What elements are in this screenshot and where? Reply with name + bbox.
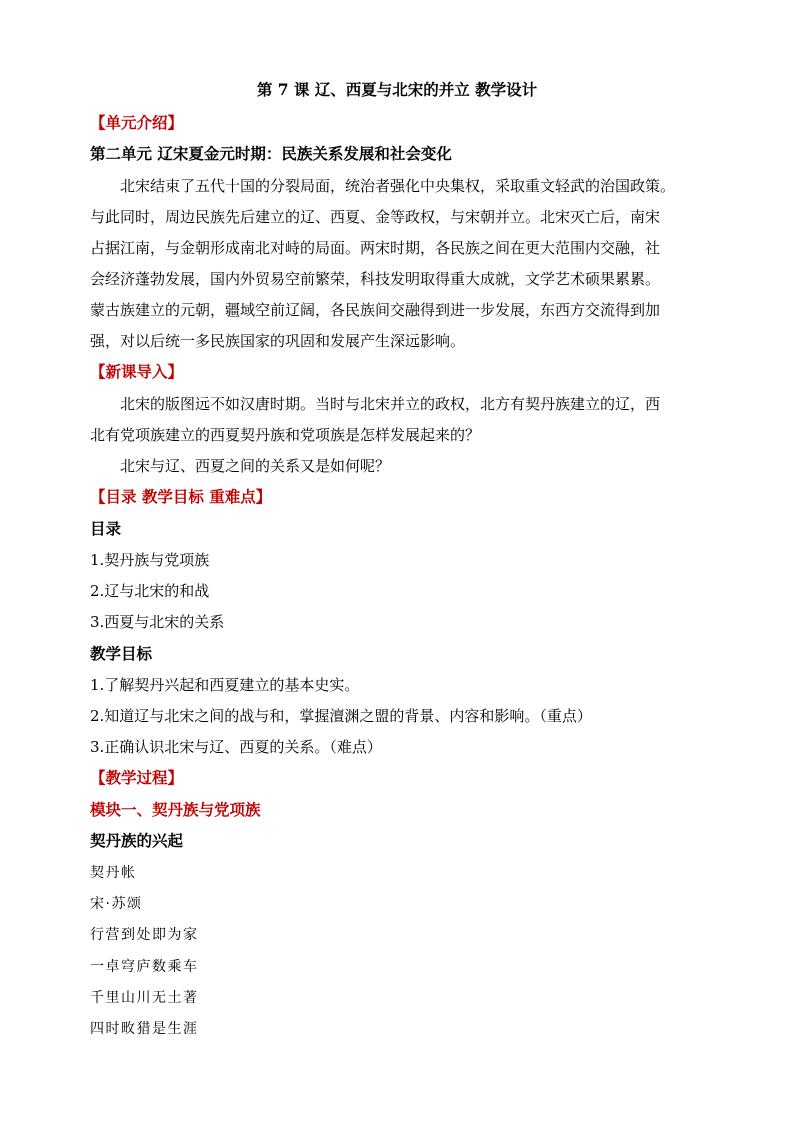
toc-heading: 目录 [90, 519, 122, 538]
section-toc-goals: 【目录 教学目标 重难点】 [90, 487, 272, 506]
section-process: 【教学过程】 [90, 768, 184, 787]
goal-item: 1.了解契丹兴起和西夏建立的基本史实。 [90, 676, 360, 694]
toc-item: 1.契丹族与党项族 [90, 551, 210, 569]
toc-item: 3.西夏与北宋的关系 [90, 613, 225, 631]
unit-para-line: 蒙古族建立的元朝，疆域空前辽阔，各民族间交融得到进一步发展，东西方交流得到加 [90, 301, 661, 319]
section-new-lesson: 【新课导入】 [90, 362, 184, 381]
poem-author: 宋·苏颂 [90, 896, 143, 912]
poem-title: 契丹帐 [90, 865, 137, 881]
poem-line: 行营到处即为家 [90, 927, 199, 943]
unit-para-line: 占据江南，与金朝形成南北对峙的局面。两宋时期，各民族之间在更大范围内交融，社 [90, 239, 661, 257]
goals-heading: 教学目标 [90, 644, 153, 663]
module-subheading: 契丹族的兴起 [90, 831, 184, 850]
unit-para-line: 与此同时，周边民族先后建立的辽、西夏、金等政权，与宋朝并立。北宋灭亡后，南宋 [90, 208, 661, 226]
page-title: 第 7 课 辽、西夏与北宋的并立 教学设计 [256, 80, 538, 99]
unit-heading: 第二单元 辽宋夏金元时期：民族关系发展和社会变化 [90, 144, 452, 163]
poem-line: 一卓穹庐数乘车 [90, 959, 199, 975]
poem-line: 千里山川无土著 [90, 990, 199, 1006]
poem-line: 四时畋猎是生涯 [90, 1021, 199, 1037]
unit-para-line: 强，对以后统一多民族国家的巩固和发展产生深远影响。 [90, 332, 466, 350]
intro-para-line: 北有党项族建立的西夏契丹族和党项族是怎样发展起来的？ [90, 426, 481, 444]
intro-para-line: 北宋的版图远不如汉唐时期。当时与北宋并立的政权，北方有契丹族建立的辽，西 [120, 395, 661, 413]
goal-item: 3.正确认识北宋与辽、西夏的关系。（难点） [90, 738, 382, 756]
section-unit-intro: 【单元介绍】 [90, 113, 184, 132]
unit-para-line: 会经济蓬勃发展，国内外贸易空前繁荣，科技发明取得重大成就，文学艺术硕果累累。 [90, 270, 661, 288]
goal-item: 2.知道辽与北宋之间的战与和，掌握澶渊之盟的背景、内容和影响。（重点） [90, 707, 592, 725]
intro-para-line: 北宋与辽、西夏之间的关系又是如何呢？ [120, 457, 391, 475]
module-heading: 模块一、契丹族与党项族 [90, 800, 261, 819]
toc-item: 2.辽与北宋的和战 [90, 582, 210, 600]
unit-para-line: 北宋结束了五代十国的分裂局面，统治者强化中央集权，采取重文轻武的治国政策。 [120, 177, 676, 195]
